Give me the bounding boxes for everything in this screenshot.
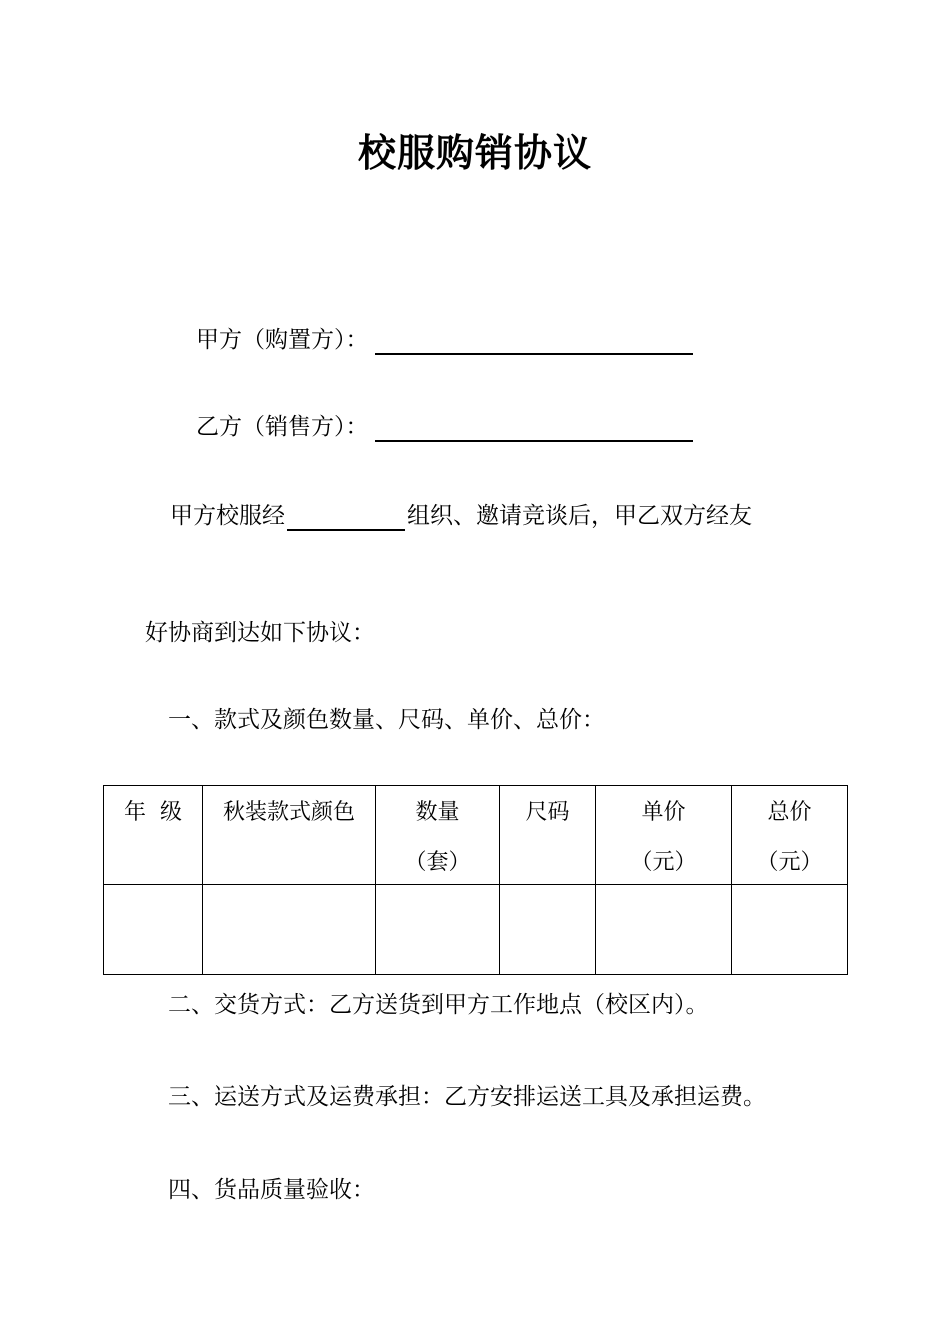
- section-3-text: 三、运送方式及运费承担：乙方安排运送工具及承担运费。: [168, 1084, 766, 1110]
- party-b-blank[interactable]: [375, 414, 693, 442]
- header-total-price: 总价 （元）: [732, 786, 848, 885]
- document-title: 校服购销协议: [357, 130, 592, 175]
- cell-total-price[interactable]: [732, 885, 848, 975]
- header-grade: 年 级: [104, 786, 203, 885]
- intro-text-1: 甲方校服经: [170, 503, 285, 529]
- header-style-color: 秋装款式颜色: [203, 786, 376, 885]
- header-size: 尺码: [500, 786, 596, 885]
- header-quantity: 数量 （套）: [376, 786, 500, 885]
- cell-size[interactable]: [500, 885, 596, 975]
- cell-quantity[interactable]: [376, 885, 500, 975]
- section-2-text: 二、交货方式：乙方送货到甲方工作地点（校区内）。: [168, 992, 709, 1018]
- intro-line-2: 好协商到达如下协议：: [145, 620, 375, 646]
- organizer-blank[interactable]: [287, 503, 405, 531]
- table-row: [104, 885, 848, 975]
- cell-grade[interactable]: [104, 885, 203, 975]
- party-b-label: 乙方（销售方）：: [196, 414, 369, 440]
- party-b-line: [196, 412, 693, 442]
- header-unit-price: 单价 （元）: [596, 786, 732, 885]
- cell-unit-price[interactable]: [596, 885, 732, 975]
- section-1-heading: 一、款式及颜色数量、尺码、单价、总价：: [168, 707, 605, 733]
- spec-table: [103, 785, 848, 975]
- party-a-line: [196, 325, 693, 355]
- table-header-row: [104, 786, 848, 885]
- party-a-label: 甲方（购置方）：: [196, 327, 369, 353]
- intro-line-1: [170, 501, 752, 531]
- intro-text-2: 组织、邀请竞谈后，甲乙双方经友: [407, 503, 752, 529]
- cell-style-color[interactable]: [203, 885, 376, 975]
- party-a-blank[interactable]: [375, 327, 693, 355]
- section-4-heading: 四、货品质量验收：: [168, 1177, 375, 1203]
